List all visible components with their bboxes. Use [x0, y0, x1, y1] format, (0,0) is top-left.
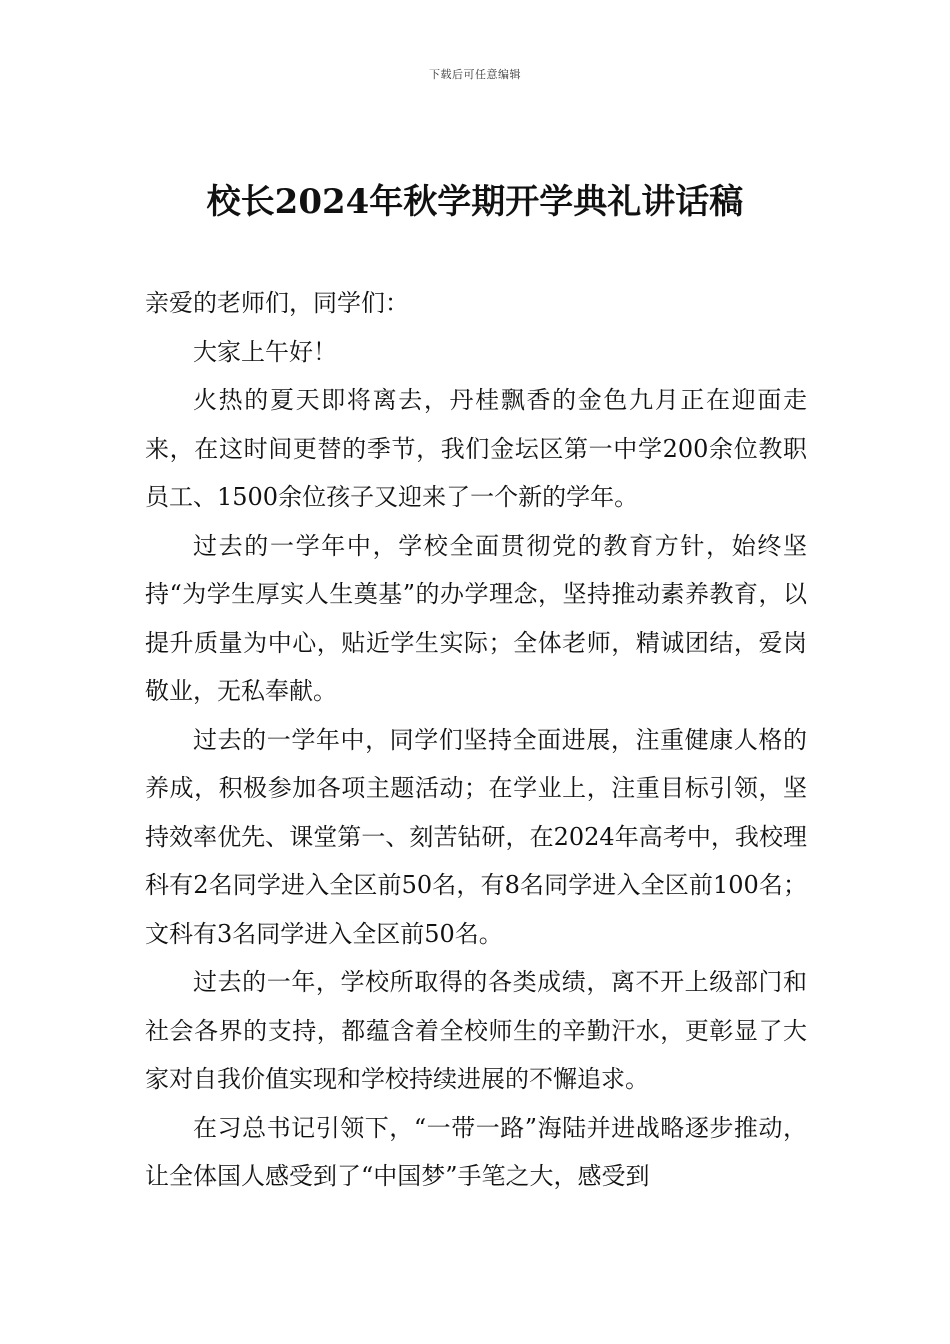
paragraph: 过去的一学年中，同学们坚持全面进展，注重健康人格的养成，积极参加各项主题活动；在学业上，注重目标引领，坚持效率优先、课堂第一、刻苦钻研，在2024年高考中，我校理科有2名同学进入全区前50名，有8名同学进入全区前100名；文科有3名同学进入全区前50名。: [145, 725, 807, 948]
document-title: 校长2024年秋学期开学典礼讲话稿: [206, 182, 744, 222]
paragraph: 火热的夏天即将离去，丹桂飘香的金色九月正在迎面走来，在这时间更替的季节，我们金坛区第一中学200余位教职员工、1500余位孩子又迎来了一个新的学年。: [145, 386, 807, 511]
salutation: 亲爱的老师们，同学们：: [145, 289, 409, 317]
paragraph: 过去的一学年中，学校全面贯彻党的教育方针，始终坚持“为学生厚实人生奠基”的办学理念，坚持推动素养教育，以提升质量为中心，贴近学生实际；全体老师，精诚团结，爱岗敬业，无私奉献。: [145, 531, 807, 705]
header-note: 下载后可任意编辑: [429, 68, 521, 81]
document-body: [145, 279, 807, 1201]
paragraph: 在习总书记引领下，“一带一路”海陆并进战略逐步推动，让全体国人感受到了“中国梦”手笔之大，感受到: [145, 1113, 807, 1190]
paragraph-greeting: 大家上午好！: [193, 337, 337, 366]
paragraph: 过去的一年，学校所取得的各类成绩，离不开上级部门和社会各界的支持，都蕴含着全校师生的辛勤汗水，更彰显了大家对自我价值实现和学校持续进展的不懈追求。: [145, 968, 807, 1093]
